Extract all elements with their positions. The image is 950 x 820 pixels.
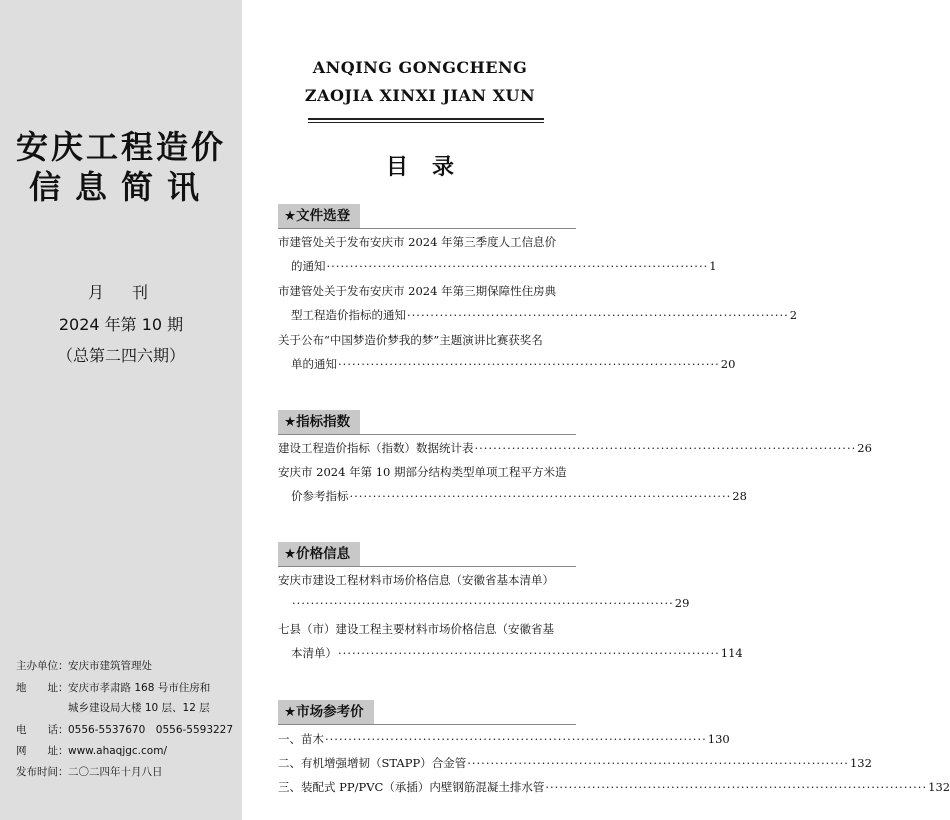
toc-entry-2-line2[interactable] [291,307,798,323]
toc-leader-dots: ·················································································· [338,357,720,371]
toc-entry-1-line1[interactable]: 市建管处关于发布安庆市 2024 年第三季度人工信息价 [278,235,557,249]
section-rule [278,434,576,435]
website-label: 网 址： [16,745,69,757]
toc-entry-7-line1[interactable]: 七县（市）建设工程主要材料市场价格信息（安徽省基 [278,622,554,636]
toc-leader-dots: ·················································································· [325,732,707,746]
toc-page-number: 114 [720,646,743,660]
toc-entry-1-line2[interactable] [291,258,717,274]
toc-leader-dots: ·················································································· [467,756,849,770]
section-rule [278,566,576,567]
toc-title: 目录 [385,155,478,180]
toc-leader-dots: ·················································································· [292,596,674,610]
frequency-label: 月 刊 [87,283,154,302]
toc-entry-text: 单的通知 [291,357,337,371]
toc-entry-7-line2[interactable] [291,645,743,661]
toc-entry-text: 建设工程造价指标（指数）数据统计表 [278,441,474,455]
toc-entry-3-line2[interactable] [291,356,736,372]
toc-entry-text: 三、装配式 PP/PVC（承插）内壁钢筋混凝土排水管 [278,780,545,794]
phone-row [16,722,233,737]
sponsor-row [16,658,152,673]
toc-leader-dots: ·················································································· [545,780,928,794]
toc-entry-5-line2[interactable] [291,488,747,504]
toc-entry-2-line1[interactable]: 市建管处关于发布安庆市 2024 年第三期保障性住房典 [278,284,557,298]
toc-page-number: 132 [928,780,950,794]
issue-number: 2024 年第 10 期 [58,315,184,334]
toc-leader-dots: ·················································································· [349,489,732,503]
toc-entry-text: 本清单） [291,646,337,660]
english-title-line2: ZAOJIA XINXI JIAN XUN [304,86,536,105]
toc-entry-3-line1[interactable]: 关于公布“中国梦造价梦我的梦”主题演讲比赛获奖名 [278,333,543,347]
toc-page-number: 132 [849,756,872,770]
toc-entry-text: 价参考指标 [291,489,349,503]
toc-page-number: 20 [720,357,736,371]
toc-entry-text: 型工程造价指标的通知 [291,308,406,322]
toc-page-number: 28 [732,489,747,503]
toc-entry-9[interactable] [278,755,872,771]
sponsor-label: 主办单位： [16,660,69,672]
magazine-title-line1: 安庆工程造价 [15,128,226,166]
address-value-line2: 城乡建设局大楼 10 层、12 层 [68,702,210,714]
toc-page-number: 2 [789,308,798,322]
toc-leader-dots: ·················································································· [338,646,720,660]
toc-page-number: 130 [707,732,730,746]
toc-leader-dots: ·················································································· [474,441,857,455]
toc-entry-6-line1[interactable]: 安庆市建设工程材料市场价格信息（安徽省基本清单） [278,573,554,587]
website-link[interactable]: www.ahaqjgc.com/ [68,745,167,757]
website-row [16,743,167,758]
publish-date-label: 发布时间： [16,766,69,778]
address-row [16,680,210,695]
toc-entry-6-line2[interactable] [291,596,690,610]
section-heading-prices: ★价格信息 [278,542,360,566]
toc-entry-text: 一、苗木 [278,732,324,746]
address-value-line1: 安庆市孝肃路 168 号市住房和 [68,682,211,694]
toc-entry-text: 的通知 [291,259,326,273]
title-rule-thin [308,122,544,123]
publish-date-value: 二〇二四年十月八日 [68,766,163,778]
publish-date-row [16,764,163,779]
address-label: 地 址： [16,682,69,694]
section-rule [278,228,576,229]
phone-value: 0556-5537670 0556-5593227 [68,724,234,736]
section-rule [278,724,576,725]
toc-entry-8[interactable] [278,731,730,747]
toc-entry-5-line1[interactable]: 安庆市 2024 年第 10 期部分结构类型单项工程平方米造 [278,465,567,479]
toc-entry-4[interactable] [278,440,872,456]
toc-page-number: 29 [674,596,690,610]
section-heading-market-reference: ★市场参考价 [278,700,374,724]
section-heading-indices: ★指标指数 [278,410,360,434]
toc-entry-10[interactable] [278,779,950,795]
toc-leader-dots: ·················································································· [407,308,789,322]
section-heading-documents: ★文件选登 [278,204,360,228]
sponsor-value: 安庆市建筑管理处 [68,660,152,672]
magazine-title-line2: 信息简讯 [28,168,213,206]
toc-page-number: 1 [709,259,717,273]
toc-page-number: 26 [857,441,872,455]
title-rule-thick [308,118,544,120]
toc-entry-text: 二、有机增强增韧（STAPP）合金管 [278,756,467,770]
english-title-line1: ANQING GONGCHENG [312,58,528,77]
toc-leader-dots: ·················································································· [326,259,709,273]
phone-label: 电 话： [16,724,69,736]
total-issue-number: （总第二四六期） [56,346,185,365]
